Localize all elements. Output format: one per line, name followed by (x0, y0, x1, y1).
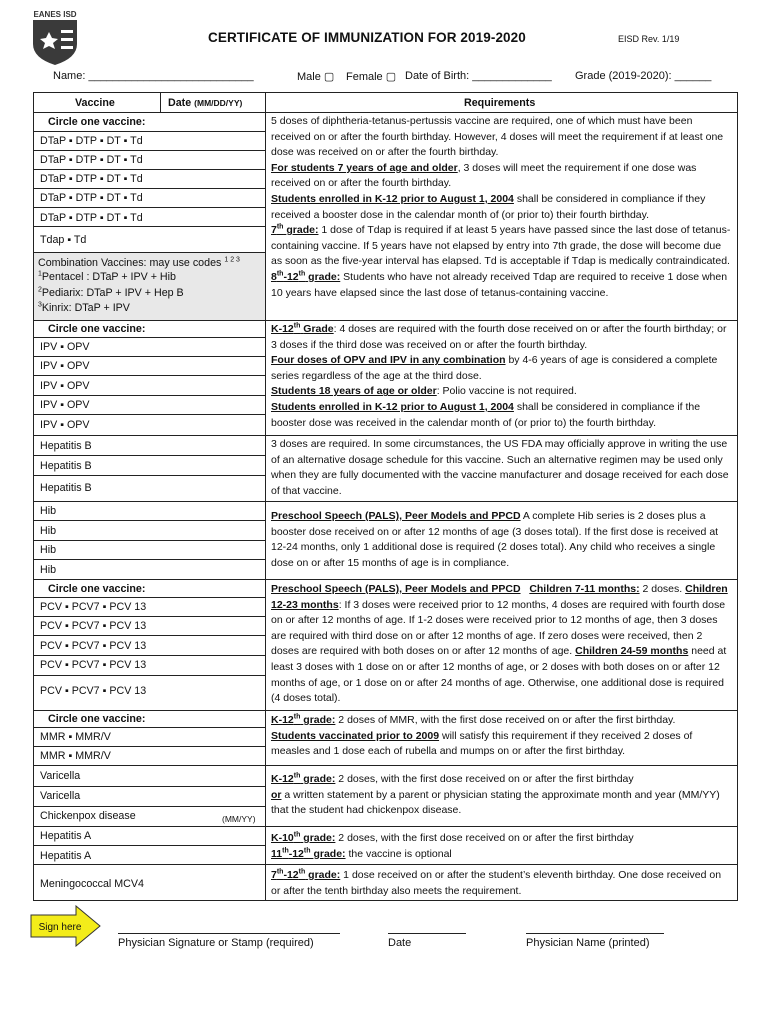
tdap-row[interactable]: Tdap ▪ Td (40, 234, 87, 246)
mmr-requirements: K-12th grade: 2 doses of MMR, with the first dose received on or after the first birthday. Students vaccinated prior to 2009 will satisfy this requirement if they received 2 doses of measles and 1 dose each of rubella and mumps on or after the first birthday. (271, 713, 693, 758)
dob-field[interactable]: Date of Birth: _____________ (405, 70, 552, 82)
hepb-row-1[interactable]: Hepatitis B (40, 440, 92, 452)
ipv-row-3[interactable]: IPV ▪ OPV (40, 380, 90, 392)
hepb-requirements: 3 doses are required. In some circumstances, the US FDA may officially approve in writing the use of an alternative dosage schedule for this vaccine. Such an alternative regimen may be used only when they are fully documented with the vaccine manufacturer and dosage received for each dose of that vaccine. (271, 438, 729, 497)
combination-pentacel: $^1$Pentacel : DTaP + IPV + Hib (38, 270, 176, 283)
female-checkbox[interactable]: Female ▢ (346, 71, 397, 83)
sign-here-arrow-icon (30, 905, 102, 947)
logo-text: EANES ISD (33, 10, 77, 19)
hepb-row-3[interactable]: Hepatitis B (40, 482, 92, 494)
chickenpox-row[interactable]: Chickenpox disease (40, 810, 136, 822)
name-field[interactable]: Name: ___________________________ (53, 70, 254, 82)
pcv-row-5[interactable]: PCV ▪ PCV7 ▪ PCV 13 (40, 685, 147, 697)
combination-kinrix: $^3$Kinrix: DTaP + IPV (38, 301, 130, 314)
dtap-row-3[interactable]: DTaP ▪ DTP ▪ DT ▪ Td (40, 173, 143, 185)
dtap-row-1[interactable]: DTaP ▪ DTP ▪ DT ▪ Td (40, 135, 143, 147)
dtap-requirements: 5 doses of diphtheria-tetanus-pertussis vaccine are required, one of which must have been received on or after the fourth birthday. However, 4 doses will meet the requirement if at least one dose was received on or after the fourth birthday. For students 7 years of age and older, 3 doses will meet the requirement if one dose was received on or after the fourth birthday. Students enrolled in K-12 prior to August 1, 2004 shall be considered in compliance if they received a booster dose in the calendar month of (or prior to) their fourth birthday. 7th grade: 1 dose of Tdap is required if at least 5 years have passed since the last dose of tetanus-containing vaccine. If 5 years have not elapsed by entry into 7th grade, the dose will become due as soon as the five-year interval has elapsed. Td is acceptable if Tdap is medically contraindicated. 8th-12th grade: Students who have not already received Tdap are required to receive 1 dose when 10 years have elapsed since the last dose of tetanus-containing vaccine. (271, 115, 731, 299)
pediarix-text: Pediarix: DTaP + IPV + Hep B (41, 287, 184, 299)
sign-here-label: Sign here (38, 922, 82, 933)
mmr-circle-header: Circle one vaccine: (48, 713, 146, 725)
mmr-row-1[interactable]: MMR ▪ MMR/V (40, 731, 111, 743)
ipv-row-2[interactable]: IPV ▪ OPV (40, 360, 90, 372)
ipv-circle-header: Circle one vaccine: (48, 323, 146, 335)
hib-row-4[interactable]: Hib (40, 564, 57, 576)
page-title: CERTIFICATE OF IMMUNIZATION FOR 2019-2020 (208, 30, 526, 45)
male-checkbox[interactable]: Male ▢ (297, 71, 335, 83)
hepb-row-2[interactable]: Hepatitis B (40, 460, 92, 472)
dtap-row-5[interactable]: DTaP ▪ DTP ▪ DT ▪ Td (40, 212, 143, 224)
pentacel-text: Pentacel : DTaP + IPV + Hib (41, 271, 176, 283)
signature-line[interactable] (118, 933, 340, 934)
varicella-requirements: K-12th grade: 2 doses, with the first dose received on or after the first birthday or a written statement by a parent or physician stating the approximate month and year (MM/YY) that the student had chickenpox disease. (271, 772, 720, 817)
physician-name-line[interactable] (526, 933, 664, 934)
hepa-row-1[interactable]: Hepatitis A (40, 830, 92, 842)
hib-row-3[interactable]: Hib (40, 544, 57, 556)
hepa-row-2[interactable]: Hepatitis A (40, 850, 92, 862)
pcv-circle-header: Circle one vaccine: (48, 583, 146, 595)
revision-label: EISD Rev. 1/19 (618, 34, 680, 44)
varicella-row-1[interactable]: Varicella (40, 770, 81, 782)
ipv-row-4[interactable]: IPV ▪ OPV (40, 399, 90, 411)
pcv-requirements: Preschool Speech (PALS), Peer Models and PPCD Children 7-11 months: 2 doses. Children 12-23 months: If 3 doses were received prior to 12 months, 4 doses are required with fourth dose on or after 12 months of age. If 1-2 doses were received prior to 12 months of age, then 3 doses are required with third dose on or after 12 months of age. If zero doses were received, then 2 doses are required with both doses on or after 12 months of age. Children 24-59 months need at least 3 doses with 1 dose on or after 12 months of age, or 2 doses with both doses on or after 12 months of age, or 1 dose on or after 24 months of age. Otherwise, one additional dose is required (4 doses total). (271, 583, 728, 705)
dtap-row-2[interactable]: DTaP ▪ DTP ▪ DT ▪ Td (40, 154, 143, 166)
combination-codes: 1 2 3 (224, 256, 240, 264)
date-line[interactable] (388, 933, 466, 934)
vaccine-header: Vaccine (75, 97, 115, 109)
eanes-isd-shield-logo (20, 8, 90, 66)
hib-row-2[interactable]: Hib (40, 525, 57, 537)
signature-label: Physician Signature or Stamp (required) (118, 937, 314, 949)
date-header-label: Date (168, 97, 192, 109)
ipv-row-1[interactable]: IPV ▪ OPV (40, 341, 90, 353)
meningococcal-requirements: 7th-12th grade: 1 dose received on or after the student’s eleventh birthday. One dose received on or after the tenth birthday also meets the requirement. (271, 868, 722, 897)
date-header (168, 96, 242, 110)
combination-pediarix: $^2$Pediarix: DTaP + IPV + Hep B (38, 286, 184, 299)
hib-row-1[interactable]: Hib (40, 505, 57, 517)
date-label: Date (388, 937, 412, 949)
chickenpox-date-format: (MM/YY) (222, 814, 256, 824)
ipv-row-5[interactable]: IPV ▪ OPV (40, 419, 90, 431)
ipv-requirements: K-12th Grade: 4 doses are required with the fourth dose received on or after the fourth birthday; or 3 doses if the third dose was received on or after the fourth birthday. Four doses of OPV and IPV in any combination by 4-6 years of age is considered a complete series regardless of the age at the third dose. Students 18 years of age or older: Polio vaccine is not required. Students enrolled in K-12 prior to August 1, 2004 shall be considered in compliance if the booster dose was received in the calendar month of (or prior to) the fourth birthday. (271, 322, 727, 429)
grade-field[interactable]: Grade (2019-2020): ______ (575, 70, 712, 82)
dtap-circle-header: Circle one vaccine: (48, 116, 146, 128)
student-info-row (35, 70, 740, 86)
pcv-row-1[interactable]: PCV ▪ PCV7 ▪ PCV 13 (40, 601, 147, 613)
pcv-row-4[interactable]: PCV ▪ PCV7 ▪ PCV 13 (40, 659, 147, 671)
date-format-label: (MM/DD/YY) (194, 98, 243, 108)
kinrix-text: Kinrix: DTaP + IPV (41, 302, 130, 314)
dtap-row-4[interactable]: DTaP ▪ DTP ▪ DT ▪ Td (40, 192, 143, 204)
pcv-row-2[interactable]: PCV ▪ PCV7 ▪ PCV 13 (40, 620, 147, 632)
combination-title-text: Combination Vaccines: may use codes (38, 257, 222, 269)
physician-name-label: Physician Name (printed) (526, 937, 650, 949)
mmr-row-2[interactable]: MMR ▪ MMR/V (40, 750, 111, 762)
varicella-row-2[interactable]: Varicella (40, 790, 81, 802)
hepa-requirements: K-10th grade: 2 doses, with the first dose received on or after the first birthday 11th-12th grade: the vaccine is optional (271, 831, 634, 860)
requirements-header: Requirements (464, 97, 536, 109)
meningococcal-row[interactable]: Meningococcal MCV4 (40, 878, 144, 890)
combination-title (38, 256, 240, 270)
pcv-row-3[interactable]: PCV ▪ PCV7 ▪ PCV 13 (40, 640, 147, 652)
hib-requirements: Preschool Speech (PALS), Peer Models and PPCD A complete Hib series is 2 doses plus a booster dose received on or after 12 months of age (3 doses total). If the first dose is received at 12-24 months, only 1 additional dose is required (2 doses total). Any child who receives a single dose on or after 15 months of age is in compliance. (271, 510, 719, 569)
